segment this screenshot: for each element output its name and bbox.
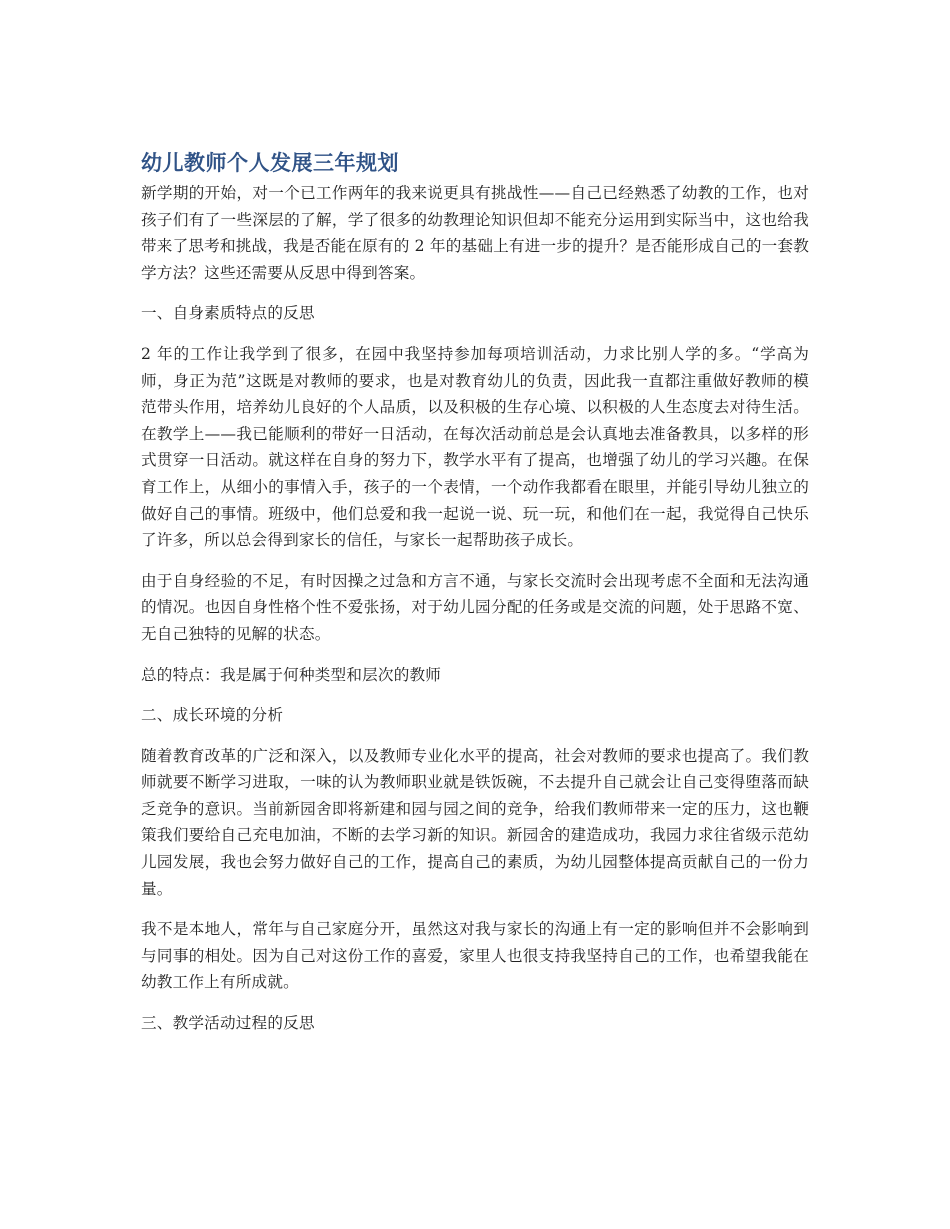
paragraph-personal: 我不是本地人，常年与自己家庭分开，虽然这对我与家长的沟通上有一定的影响但并不会影响到与同事的相处。因为自己对这份工作的喜爱，家里人也很支持我坚持自己的工作，也希望我能在幼教工作上有所成就。 bbox=[141, 920, 809, 992]
section-heading-2: 二、成长环境的分析 bbox=[141, 706, 284, 725]
document-page bbox=[141, 148, 809, 1051]
paragraph-shortcomings: 由于自身经验的不足，有时因操之过急和方言不通，与家长交流时会出现考虑不全面和无法沟通的情况。也因自身性格个性不爱张扬，对于幼儿园分配的任务或是交流的问题，处于思路不宽、无自己独特的见解的状态。 bbox=[141, 571, 809, 643]
document-title: 幼儿教师个人发展三年规划 bbox=[141, 151, 399, 175]
section-heading-1: 一、自身素质特点的反思 bbox=[141, 304, 315, 323]
paragraph-self-quality: 2 年的工作让我学到了很多，在园中我坚持参加每项培训活动，力求比别人学的多。“学高为师，身正为范”这既是对教师的要求，也是对教育幼儿的负责，因此我一直都注重做好教师的模范带头作用，培养幼儿良好的个人品质，以及积极的生存心境、以积极的人生态度去对待生活。在教学上——我已能顺利的带好一日活动，在每次活动前总是会认真地去准备教具，以多样的形式贯穿一日活动。就这样在自身的努力下，教学水平有了提高，也增强了幼儿的学习兴趣。在保育工作上，从细小的事情入手，孩子的一个表情，一个动作我都看在眼里，并能引导幼儿独立的做好自己的事情。班级中，他们总爱和我一起说一说、玩一玩，和他们在一起，我觉得自己快乐了许多，所以总会得到家长的信任，与家长一起帮助孩子成长。 bbox=[141, 344, 809, 550]
summary-line: 总的特点：我是属于何种类型和层次的教师 bbox=[141, 665, 442, 684]
paragraph-environment: 随着教育改革的广泛和深入，以及教师专业化水平的提高，社会对教师的要求也提高了。我们教师就要不断学习进取，一味的认为教师职业就是铁饭碗，不去提升自己就会让自己变得堕落而缺乏竞争的意识。当前新园舍即将新建和园与园之间的竞争，给我们教师带来一定的压力，这也鞭策我们要给自己充电加油，不断的去学习新的知识。新园舍的建造成功，我园力求往省级示范幼儿园发展，我也会努力做好自己的工作，提高自己的素质，为幼儿园整体提高贡献自己的一份力量。 bbox=[141, 746, 809, 898]
intro-paragraph: 新学期的开始，对一个已工作两年的我来说更具有挑战性——自己已经熟悉了幼教的工作，也对孩子们有了一些深层的了解，学了很多的幼教理论知识但却不能充分运用到实际当中，这也给我带来了思考和挑战，我是否能在原有的 2 年的基础上有进一步的提升？是否能形成自己的一套教学方法？这些还需要从反思中得到答案。 bbox=[141, 184, 809, 282]
section-heading-3: 三、教学活动过程的反思 bbox=[141, 1014, 315, 1033]
